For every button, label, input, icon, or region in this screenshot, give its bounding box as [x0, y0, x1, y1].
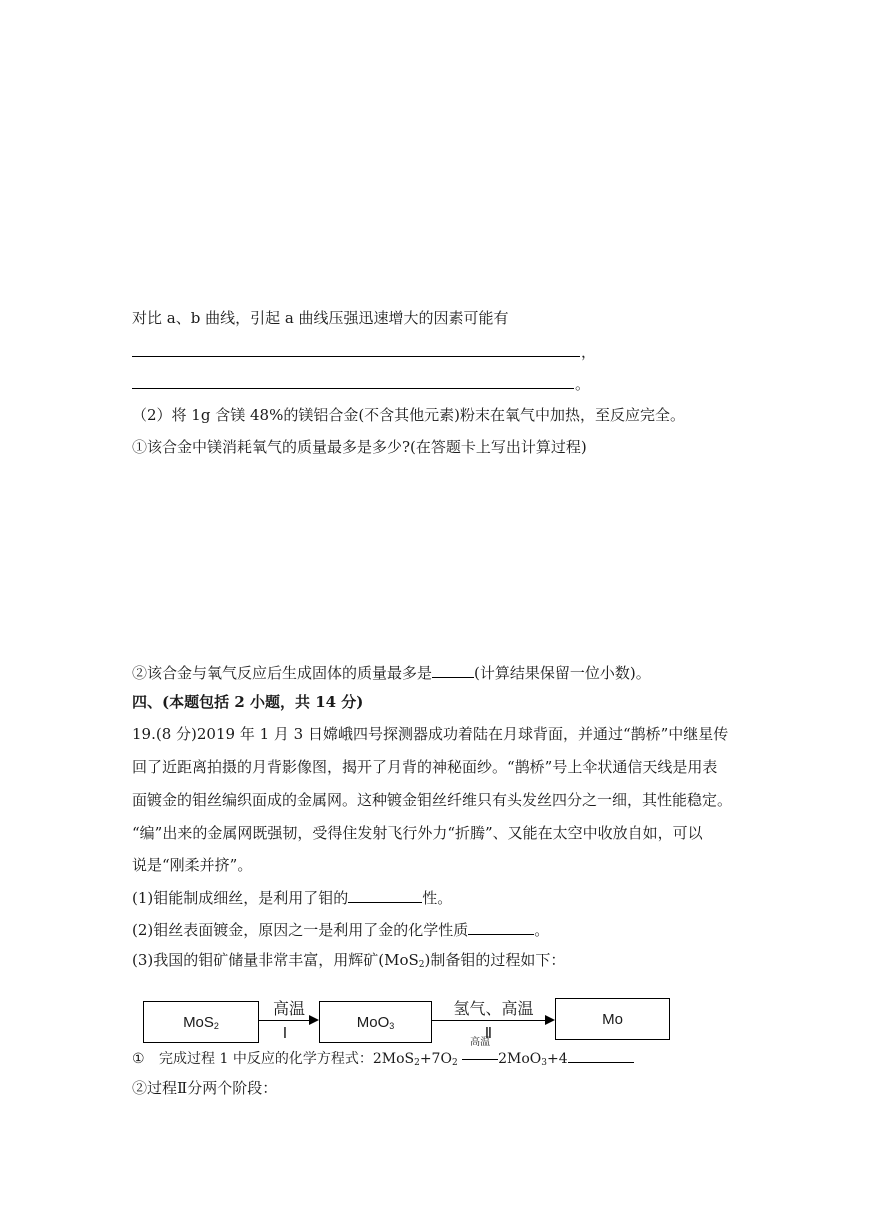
q2-sub2-note: (计算结果保留一位小数)。 — [474, 664, 651, 682]
q19-sub3-text: (3)我国的钼矿储量非常丰富，用辉矿(MoS — [132, 951, 419, 969]
q19-para-line-5: 说是“刚柔并挤”。 — [132, 856, 253, 874]
section-heading: 四、(本题包括 2 小题，共 14 分) — [132, 693, 364, 711]
q19-para-line-3: 面镀金的钼丝编织面成的金属网。这种镀金钼丝纤维只有头发丝四分之一细，其性能稳定。 — [132, 791, 733, 809]
q2-sub2 — [132, 661, 651, 683]
step2-line: ②过程Ⅱ分两个阶段： — [132, 1079, 278, 1097]
flow-box-moo3-label: MoO$_3$ — [356, 1013, 395, 1031]
curve-question: 对比 a、b 曲线，引起 a 曲线压强迅速增大的因素可能有 — [132, 309, 509, 327]
q19-sub3-tail: )制备钼的过程如下： — [424, 951, 566, 969]
step1-sub3: 3 — [541, 1058, 548, 1068]
q19-sub2-text: (2)钼丝表面镀金，原因之一是利用了金的化学性质 — [132, 921, 469, 939]
q19-sub3-subscript: 2 — [418, 960, 425, 970]
q19-sub1 — [132, 886, 452, 908]
step1-plus: +7O — [419, 1051, 452, 1067]
q19-para-line-2: 回了近距离拍摄的月背影像图，揭开了月背的神秘面纱。“鹊桥”号上伞状通信天线是用表 — [132, 758, 718, 776]
reaction-condition-bar — [462, 1059, 498, 1060]
q19-para-line-4: “编”出来的金属网既强韧，受得住发射飞行外力“折腾”、又能在太空中收放自如，可以 — [132, 824, 703, 842]
arrow-2-line — [432, 1020, 545, 1021]
answer-blank-2[interactable] — [132, 388, 574, 389]
arrow-2-head — [545, 1015, 555, 1025]
q19-sub1-text: (1)钼能制成细丝，是利用了钼的 — [132, 889, 349, 907]
q19-sub2 — [132, 918, 549, 940]
flow-box-mo — [555, 998, 670, 1040]
reaction-condition — [462, 1037, 498, 1069]
q19-sub2-blank[interactable] — [468, 918, 534, 935]
step1-sub1: 2 — [414, 1058, 420, 1068]
arrow-1-condition: 高温 — [272, 999, 305, 1018]
q19-sub2-tail: 。 — [534, 921, 550, 939]
q19-para-line-1: 19.(8 分)2019 年 1 月 3 日嫦峨四号探测器成功着陆在月球背面，并通过“鹊桥”中继星传 — [132, 725, 729, 743]
step1-line — [132, 1037, 634, 1073]
q2-sub2-text: ②该合金与氧气反应后生成固体的质量最多是 — [132, 664, 433, 682]
step1-tail: +4 — [547, 1051, 568, 1067]
reaction-condition-text: 高温 — [470, 1037, 491, 1048]
q19-sub3 — [132, 950, 565, 975]
arrow-1-step: I — [282, 1024, 288, 1042]
q2-sub1: ①该合金中镁消耗氧气的质量最多是多少?(在答题卡上写出计算过程) — [132, 438, 587, 456]
flow-box-mos2 — [143, 1001, 259, 1043]
q19-sub1-tail: 性。 — [422, 889, 453, 907]
step1-sub2: 2 — [451, 1058, 458, 1068]
step1-blank[interactable] — [568, 1046, 634, 1063]
step1-text: 完成过程 1 中反应的化学方程式：2MoS — [159, 1051, 415, 1067]
comma-mark: ， — [581, 343, 597, 361]
answer-blank-1[interactable] — [132, 356, 580, 357]
flow-box-moo3 — [319, 1001, 432, 1043]
arrow-1-line — [259, 1020, 309, 1021]
q2-intro: （2）将 1g 含镁 48%的镁铝合金(不含其他元素)粉末在氧气中加热，至反应完全。 — [132, 406, 686, 424]
step1-number: ① — [132, 1051, 145, 1067]
arrow-2-step: Ⅱ — [484, 1024, 493, 1042]
period-mark: 。 — [575, 375, 591, 393]
q2-sub2-blank[interactable] — [432, 661, 474, 678]
step1-product: 2MoO — [498, 1051, 542, 1067]
q19-sub1-blank[interactable] — [348, 886, 422, 903]
flow-box-mo-label: Mo — [602, 1010, 623, 1028]
flow-box-mos2-label: MoS$_2$ — [183, 1013, 219, 1031]
arrow-2-condition: 氢气、高温 — [453, 999, 534, 1018]
